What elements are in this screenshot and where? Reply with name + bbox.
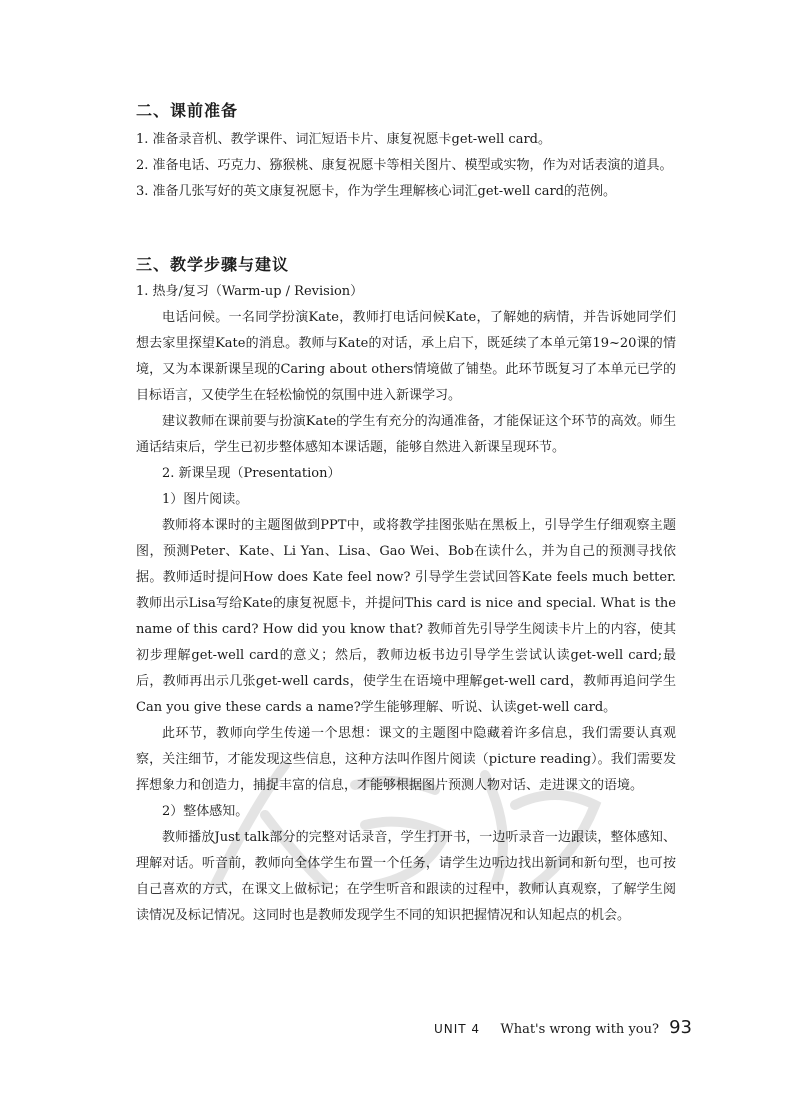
step1-title: 1. 热身/复习（Warm-up / Revision） xyxy=(136,284,364,299)
page-number: 93 xyxy=(669,1017,692,1038)
step1-paragraph: 电话问候。一名同学扮演Kate，教师打电话问候Kate，了解她的病情，并告诉她同学们想去家里探望Kate的消息。教师与Kate的对话，承上启下，既延续了本单元第19~20课的情境，又为本课新课呈现的Caring about others情境做了铺垫。此环节既复习了本单元已学的目标语言，又使学生在轻松愉悦的氛围中进入新课学习。 xyxy=(136,310,676,403)
sub2-paragraph: 教师播放Just talk部分的完整对话录音，学生打开书，一边听录音一边跟读，整体感知、理解对话。听音前，教师向全体学生布置一个任务，请学生边听边找出新词和新句型，也可按自己喜欢的方式，在课文上做标记；在学生听音和跟读的过程中，教师认真观察，了解学生阅读情况及标记情况。这同时也是教师发现学生不同的知识把握情况和认知起点的机会。 xyxy=(136,830,676,923)
publisher-watermark xyxy=(195,745,615,905)
prep-item-2: 2. 准备电话、巧克力、猕猴桃、康复祝愿卡等相关图片、模型或实物，作为对话表演的道具。 xyxy=(136,158,673,173)
footer-unit: UNIT 4 xyxy=(433,1022,481,1036)
prep-item-1: 1. 准备录音机、教学课件、词汇短语卡片、康复祝愿卡get-well card。 xyxy=(136,132,552,147)
page-footer xyxy=(434,1017,692,1038)
sub2-title: 2）整体感知。 xyxy=(162,804,249,819)
section-heading-prep: 二、课前准备 xyxy=(136,101,239,120)
sub1-paragraph: 此环节，教师向学生传递一个思想：课文的主题图中隐藏着许多信息，我们需要认真观察，关注细节，才能发现这些信息，这种方法叫作图片阅读（picture reading）。我们需要发挥想象力和创造力，捕捉丰富的信息，才能够根据图片预测人物对话、走进课文的语境。 xyxy=(136,726,676,793)
section-prep xyxy=(136,98,676,205)
sub1-paragraph: 教师将本课时的主题图做到PPT中，或将教学挂图张贴在黑板上，引导学生仔细观察主题图，预测Peter、Kate、Li Yan、Lisa、Gao Wei、Bob在读什么，并为自己的预测寻找依据。教师适时提问How does Kate feel now? 引导学生尝试回答Kate feels much better. 教师出示Lisa写给Kate的康复祝愿卡，并提问This card is nice and special. What is the name of this card? How did you know that? 教师首先引导学生阅读卡片上的内容，使其初步理解get-well card的意义；然后，教师边板书边引导学生尝试认读get-well card;最后，教师再出示几张get-well cards，使学生在语境中理解get-well card，教师再追问学生Can you give these cards a name?学生能够理解、听说、认读get-well card。 xyxy=(136,518,676,715)
footer-unit-title: What's wrong with you? xyxy=(500,1022,659,1037)
step1-paragraph: 建议教师在课前要与扮演Kate的学生有充分的沟通准备，才能保证这个环节的高效。师生通话结束后，学生已初步整体感知本课话题，能够自然进入新课呈现环节。 xyxy=(136,414,676,455)
section-heading-steps: 三、教学步骤与建议 xyxy=(136,255,290,274)
step2-title: 2. 新课呈现（Presentation） xyxy=(162,466,341,481)
prep-item-3: 3. 准备几张写好的英文康复祝愿卡，作为学生理解核心词汇get-well card的范例。 xyxy=(136,184,617,199)
sub1-title: 1）图片阅读。 xyxy=(162,492,249,507)
